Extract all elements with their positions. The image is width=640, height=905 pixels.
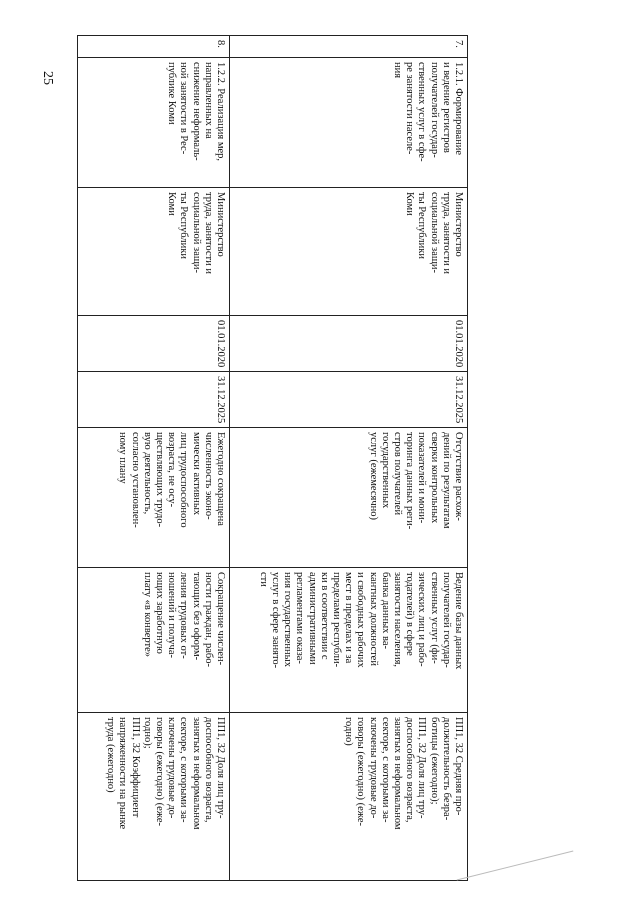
document-table-rotated bbox=[78, 35, 468, 880]
row-number: 7. bbox=[230, 36, 468, 58]
end-date: 31.12.2025 bbox=[230, 372, 468, 428]
event-description: Ведение базы данных получателей государ- ственных услуг (фи- зических лиц и рабо- тодателей) в сфере занятости населения, банка данных ва- кантных должностей и свободных рабочих мест в пределах и за пределами республи- ки в соответствии с административными регламентами оказа- ния государственных услуг в сфере занято- сти bbox=[230, 568, 468, 713]
executor: Министерство труда, занятости и социальной защи- ты Республики Коми bbox=[78, 188, 230, 316]
table-row bbox=[78, 36, 230, 881]
expected-result: Отсутствие расхож- дений по результатам сверки контрольных показателей и мони- торинга данных реги- стров получателей государственных услуг (ежемесячно) bbox=[230, 428, 468, 568]
end-date: 31.12.2025 bbox=[78, 372, 230, 428]
start-date: 01.01.2020 bbox=[78, 316, 230, 372]
row-number: 8. bbox=[78, 36, 230, 58]
expected-result: Ежегодно сокращена численность эконо- мически активных лиц трудоспособного возраста, не осу- ществляющих трудо- вую деятельность, согласно установлен- ному плану bbox=[78, 428, 230, 568]
executor: Министерство труда, занятости и социальной защи- ты Республики Коми bbox=[230, 188, 468, 316]
measures-table bbox=[77, 35, 468, 881]
related-indicators: ПП1, 32 Средняя про- должительность безра- ботицы (ежегодно); ПП1, 32 Доля лиц тру- доспособного возраста, занятых в неформальном секторе, с которыми за- ключены трудовые до- говоры (ежегодно) (еже- годно) bbox=[230, 713, 468, 881]
scan-mark bbox=[457, 850, 574, 880]
event-name: 1.2.2. Реализация мер, направленных на снижение неформаль- ной занятости в Рес- публике Коми bbox=[78, 58, 230, 188]
related-indicators: ПП1, 32 Доля лиц тру- доспособного возраста, занятых в неформальном секторе, с которыми за- ключены трудовые до- говоры (ежегодно) (еже- годно); ПП1, 32 Коэффициент напряженности на рынке труда (ежегодно) bbox=[78, 713, 230, 881]
page-number: 25 bbox=[40, 71, 55, 85]
start-date: 01.01.2020 bbox=[230, 316, 468, 372]
event-description: Сокращение числен- ности граждан, рабо- тающих без оформ- ления трудовых от- ношений и получа- ющих заработную плату «в конверте» bbox=[78, 568, 230, 713]
event-name: 1.2.1. Формирование и ведение регистров получателей государ- ственных услуг в сфе- ре занятости населе- ния bbox=[230, 58, 468, 188]
table-row bbox=[230, 36, 468, 881]
